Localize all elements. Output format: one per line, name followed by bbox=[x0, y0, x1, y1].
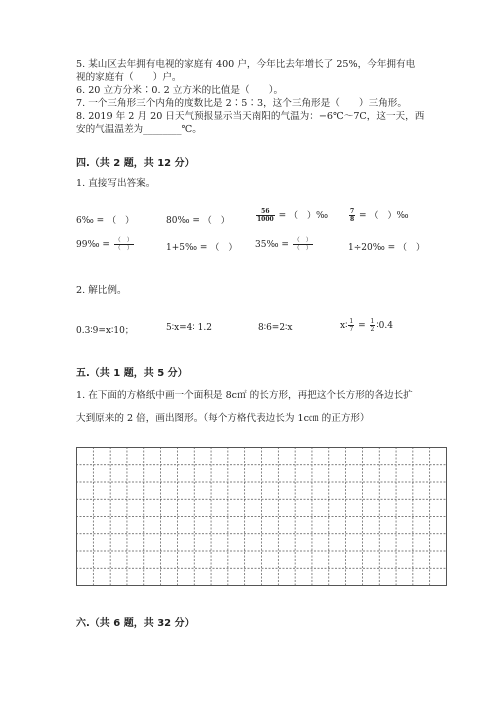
fraction-blank-99: $\frac{( )}{( )}$ bbox=[114, 237, 133, 252]
answer-item-7-over-8: $\frac{7}{8}$ = （ ）‰ bbox=[350, 208, 409, 223]
answer-item-56-over-1000: $\frac{56}{1000}$ = （ ）‰ bbox=[257, 208, 329, 223]
answer-item-35-permille: 35‰ = $\frac{( )}{( )}$ bbox=[255, 237, 312, 252]
proportion-2: 5∶x=4∶ 1.2 bbox=[166, 323, 212, 333]
fraction-1-2: $\frac{1}{2}$ bbox=[370, 318, 375, 333]
proportion-3: 8∶6=2∶x bbox=[258, 323, 293, 333]
question-8-line-2: 安的气温温差为________℃。 bbox=[76, 124, 202, 135]
answer-item-80-permille: 80‰ = （ ） bbox=[166, 216, 230, 226]
section-4-question-1: 1. 直接写出答案。 bbox=[76, 178, 156, 189]
question-7: 7. 一个三角形三个内角的度数比是 2∶5∶3，这个三角形是（ ）三角形。 bbox=[76, 98, 407, 109]
proportion-4: x∶ $\frac{1}{7}$ = $\frac{1}{2}$ ∶0.4 bbox=[340, 318, 393, 333]
answer-item-1-div-20-permille: 1÷20‰ = （ ） bbox=[348, 243, 426, 253]
question-8-line-1: 8. 2019 年 2 月 20 日天气预报显示当天南阳的气温为：−6℃～7C，这一天，西 bbox=[76, 111, 425, 122]
answer-item-1-plus-5-permille: 1+5‰ = （ ） bbox=[166, 243, 238, 253]
section-5-title: 五.（共 1 题，共 5 分） bbox=[76, 368, 188, 379]
answer-item-6-permille: 6‰ = （ ） bbox=[76, 216, 135, 226]
fraction-blank-35: $\frac{( )}{( )}$ bbox=[293, 237, 312, 252]
fraction-1-7: $\frac{1}{7}$ bbox=[349, 318, 354, 333]
section-6-title: 六.（共 6 题，共 32 分） bbox=[76, 618, 195, 629]
section-4-question-2: 2. 解比例。 bbox=[76, 285, 127, 296]
question-5-line-1: 5. 某山区去年拥有电视的家庭有 400 户，今年比去年增长了 25%，今年拥有电 bbox=[76, 59, 416, 70]
grid-paper-svg[interactable] bbox=[76, 447, 447, 586]
question-6: 6. 20 立方分米∶0. 2 立方米的比值是（ ）。 bbox=[76, 85, 284, 96]
proportion-1: 0.3∶9=x∶10； bbox=[76, 326, 134, 336]
question-5-line-2: 视的家庭有（ ）户。 bbox=[76, 72, 182, 83]
fraction-7-8: $\frac{7}{8}$ bbox=[350, 208, 355, 223]
section-5-question-line-2: 大到原来的 2 倍，画出图形。（每个方格代表边长为 1c㎝ 的正方形） bbox=[76, 413, 370, 424]
fraction-56-1000: $\frac{56}{1000}$ bbox=[257, 208, 274, 223]
grid-paper[interactable] bbox=[76, 447, 447, 586]
section-4-title: 四.（共 2 题，共 12 分） bbox=[76, 158, 195, 169]
section-5-question-line-1: 1. 在下面的方格纸中画一个面积是 8c㎡ 的长方形，再把这个长方形的各边长扩 bbox=[76, 390, 413, 401]
answer-item-99-permille: 99‰ = $\frac{( )}{( )}$ bbox=[76, 237, 133, 252]
